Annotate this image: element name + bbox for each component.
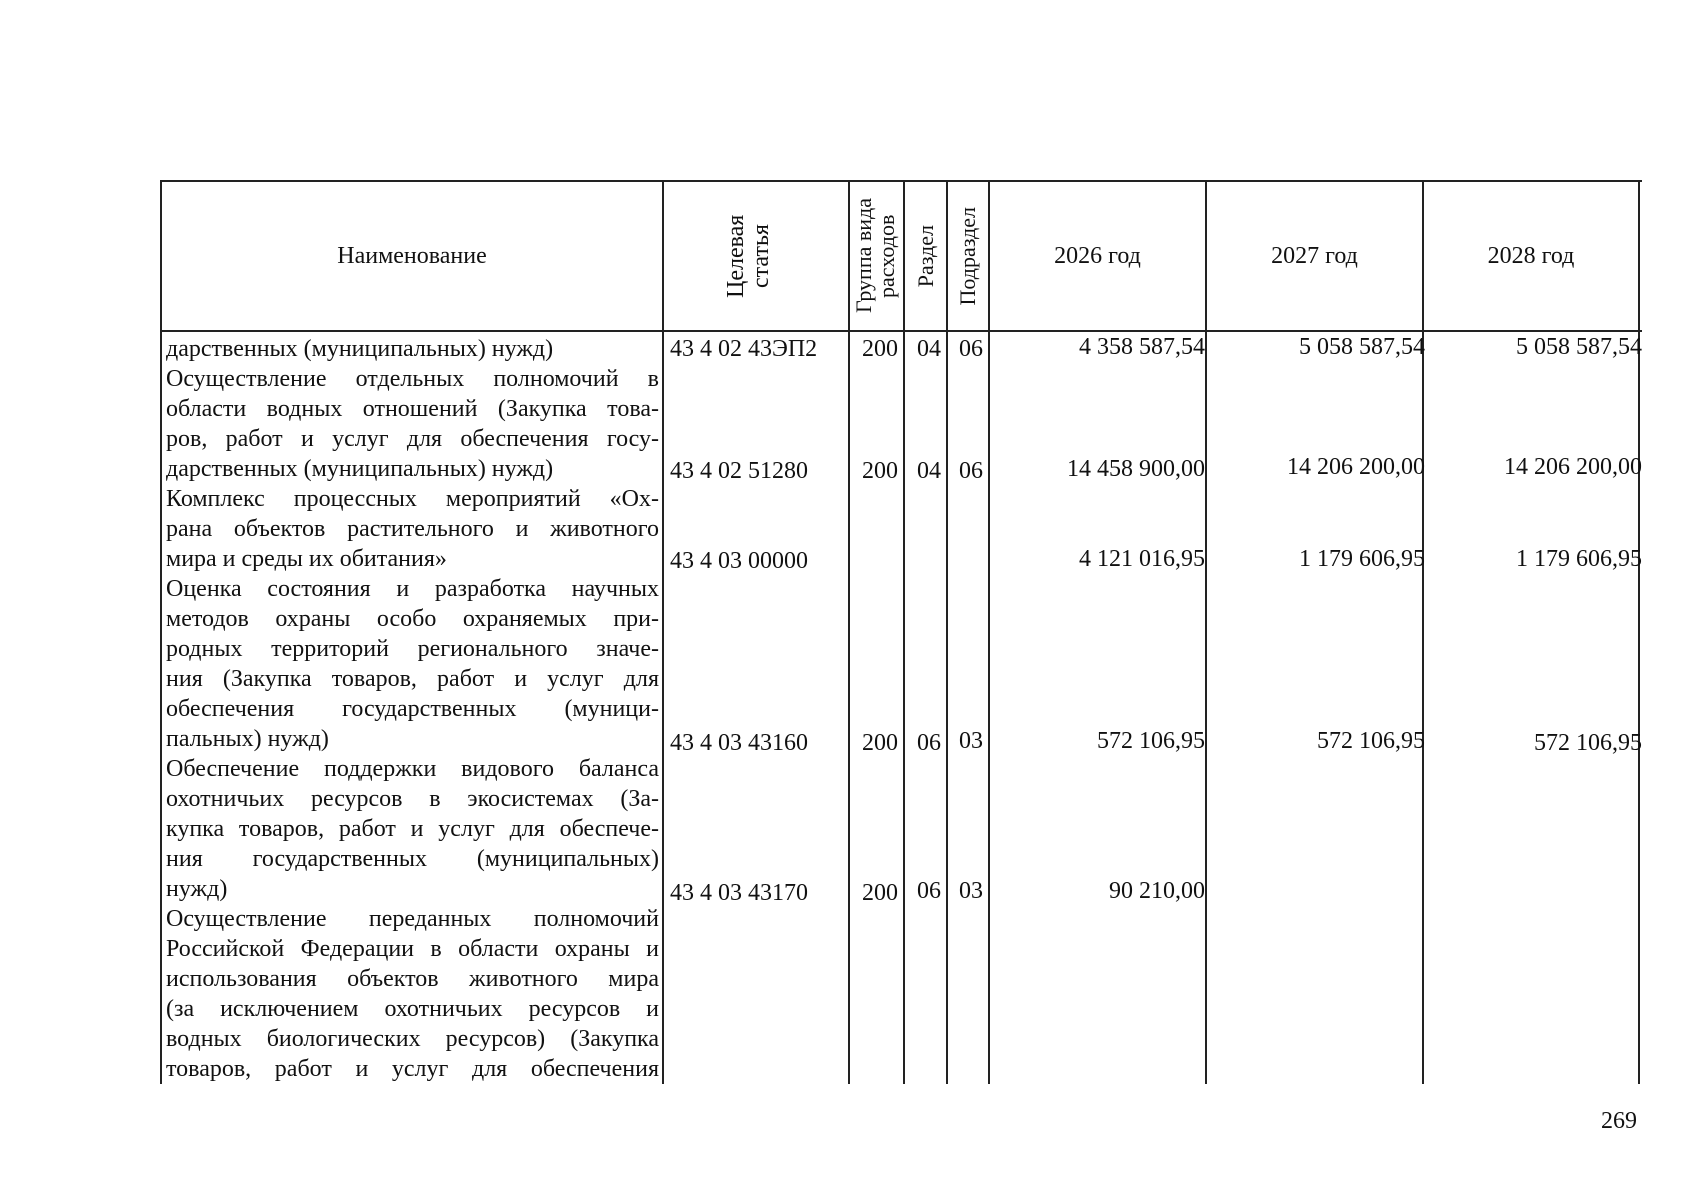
header-expense-group (850, 182, 903, 330)
row-4-section: 06 (917, 730, 941, 756)
row-1-subsection: 06 (959, 336, 983, 362)
row-5-section: 06 (917, 878, 941, 904)
row-1-name-line: дарственных (муниципальных) нужд) (166, 336, 554, 362)
header-2028: 2028 год (1487, 242, 1575, 269)
header-section-text: Раздел (912, 224, 938, 288)
row-6-name-line: Российской Федерации в области охраны и (166, 936, 659, 962)
header-expense-group-text: Группа вида расходов (850, 198, 899, 314)
row-2-name-line: области водных отношений (Закупка това- (166, 396, 659, 422)
row-4-name (166, 574, 659, 754)
row-6-name-line: использования объектов животного мира (166, 966, 659, 992)
row-4-2028: 572 106,95 (1534, 730, 1642, 756)
row-2-2027: 14 206 200,00 (1287, 454, 1425, 480)
row-1-group: 200 (862, 336, 898, 362)
row-5-name-line: охотничьих ресурсов в экосистемах (За- (166, 786, 659, 812)
row-1-section: 04 (917, 336, 941, 362)
header-subsection (948, 182, 988, 330)
row-4-name-line: Оценка состояния и разработка научных (166, 576, 659, 602)
row-2-name-line: ров, работ и услуг для обеспечения госу- (166, 426, 659, 452)
row-4-name-line: пальных) нужд) (166, 726, 329, 752)
row-5-2026: 90 210,00 (1109, 878, 1205, 904)
row-2-2026: 14 458 900,00 (1067, 456, 1205, 482)
row-5-subsection: 03 (959, 878, 983, 904)
header-2027: 2027 год (1271, 242, 1358, 269)
row-4-2026: 572 106,95 (1097, 728, 1205, 754)
row-2-code: 43 4 02 51280 (670, 458, 808, 484)
row-2-group: 200 (862, 458, 898, 484)
row-2-name-line: Осуществление отдельных полномочий в (166, 366, 659, 392)
header-2026: 2026 год (1054, 242, 1141, 269)
row-6-name-line: товаров, работ и услуг для обеспечения (166, 1056, 659, 1082)
page-number: 269 (1601, 1108, 1637, 1134)
row-1-2026: 4 358 587,54 (1079, 334, 1205, 360)
row-3-name-line: рана объектов растительного и животного (166, 516, 659, 542)
row-6-name-line: Осуществление переданных полномочий (166, 906, 659, 932)
row-5-name-line: Обеспечение поддержки видового баланса (166, 756, 659, 782)
row-3-name (166, 484, 659, 574)
row-1-2028: 5 058 587,54 (1516, 334, 1642, 360)
row-3-2028: 1 179 606,95 (1516, 546, 1642, 572)
row-1-code: 43 4 02 43ЭП2 (670, 336, 818, 362)
row-6-name-line: водных биологических ресурсов) (Закупка (166, 1026, 659, 1052)
row-5-name-line: купка товаров, работ и услуг для обеспече- (166, 816, 659, 842)
row-4-name-line: обеспечения государственных (муници- (166, 696, 659, 722)
row-3-2026: 4 121 016,95 (1079, 546, 1205, 572)
header-section (905, 182, 946, 330)
row-3-name-line: мира и среды их обитания» (166, 546, 447, 572)
row-4-name-line: ния (Закупка товаров, работ и услуг для (166, 666, 659, 692)
row-4-subsection: 03 (959, 728, 983, 754)
row-4-code: 43 4 03 43160 (670, 730, 808, 756)
col-border-right (1638, 180, 1640, 1084)
row-2-name (166, 364, 659, 484)
row-5-group: 200 (862, 880, 898, 906)
row-1-2027: 5 058 587,54 (1299, 334, 1425, 360)
row-5-name (166, 754, 659, 904)
header-name: Наименование (337, 242, 487, 269)
row-4-name-line: методов охраны особо охраняемых при- (166, 606, 659, 632)
row-3-name-line: Комплекс процессных мероприятий «Ох- (166, 486, 659, 512)
row-4-2027: 572 106,95 (1317, 728, 1425, 754)
header-target-article-text: Целевая статья (723, 214, 775, 298)
row-2-2028: 14 206 200,00 (1504, 454, 1642, 480)
row-4-name-line: родных территорий регионального значе- (166, 636, 659, 662)
row-5-name-line: ния государственных (муниципальных) (166, 846, 659, 872)
header-subsection-text: Подраздел (955, 206, 981, 306)
row-2-section: 04 (917, 458, 941, 484)
row-2-subsection: 06 (959, 458, 983, 484)
row-1-name (166, 334, 659, 364)
header-target-article (664, 182, 848, 330)
row-6-name (166, 904, 659, 1084)
row-2-name-line: дарственных (муниципальных) нужд) (166, 456, 554, 482)
row-5-code: 43 4 03 43170 (670, 880, 808, 906)
row-3-2027: 1 179 606,95 (1299, 546, 1425, 572)
row-5-name-line: нужд) (166, 876, 228, 902)
row-6-name-line: (за исключением охотничьих ресурсов и (166, 996, 659, 1022)
row-4-group: 200 (862, 730, 898, 756)
row-3-code: 43 4 03 00000 (670, 548, 808, 574)
